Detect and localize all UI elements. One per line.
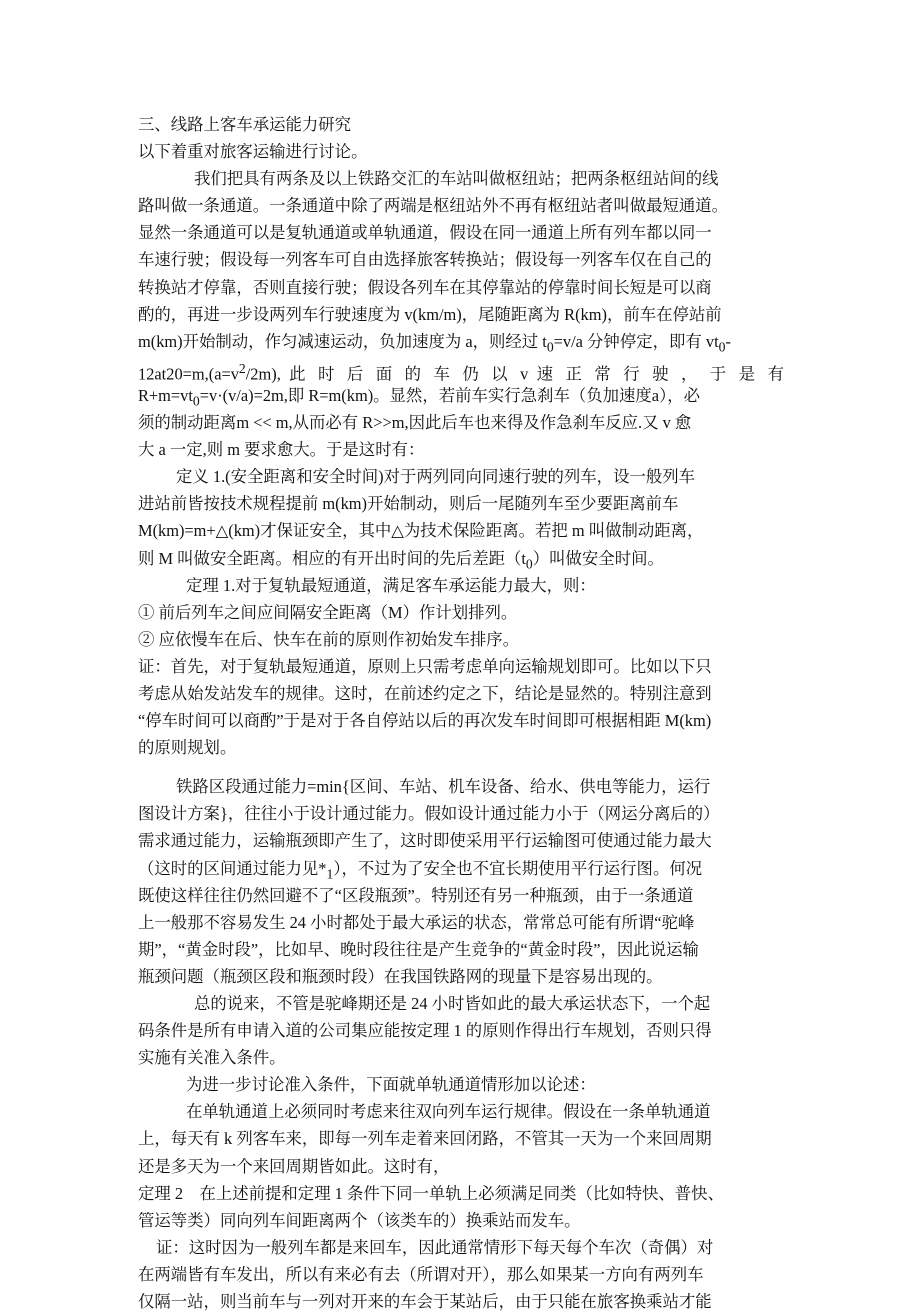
- text-line: [138, 1098, 784, 1125]
- superscript: 2: [238, 360, 246, 376]
- text-segment: 瓶颈问题（瓶颈区段和瓶颈时段）在我国铁路网的现量下是容易出现的。: [138, 966, 663, 986]
- text-line: [138, 855, 784, 882]
- text-segment: 还是多天为一个来回周期皆如此。这时有，: [138, 1156, 450, 1176]
- text-line: [138, 599, 784, 626]
- math-symbol: a: [651, 385, 660, 405]
- text-segment: 进站前皆按技术规程提前 m(km)开始制动，则后一尾随列车至少要距离前车: [138, 494, 679, 514]
- text-line: [138, 990, 784, 1017]
- text-segment: =v·(v/a)=2m,即 R=m(km)。显然，若前车实行急刹车（负加速度: [199, 385, 652, 405]
- text-line: [138, 1153, 784, 1180]
- math-fraction: [138, 364, 154, 383]
- text-segment: 显然一条通道可以是复轨通道或单轨通道，假设在同一通道上所有列车都以同一: [138, 223, 712, 243]
- text-line: [138, 328, 784, 355]
- text-line: [138, 1044, 784, 1071]
- text-segment: 的原则规划。: [138, 738, 237, 758]
- math-exponent: [166, 364, 182, 383]
- text-segment: “停车时间可以商酌”于是对于各自停站以后的再次发车时间即可根据相距 M(km): [138, 711, 712, 731]
- text-line: [138, 909, 784, 936]
- text-segment: 在单轨通道上必须同时考虑来往双向列车运行规律。假设在一条单轨通道: [186, 1102, 711, 1122]
- text-segment: 须的制动距离: [138, 413, 237, 433]
- text-line: [138, 800, 784, 827]
- text-segment: 考虑从始发站发车的规律。这时，在前述约定之下，结论是显然的。特别注意到: [138, 683, 712, 703]
- text-segment: 大 a 一定,则 m 要求愈大。于是这时有：: [138, 440, 425, 460]
- text-segment: ① 前后列车之间应间隔安全距离（M）作计划排列。: [138, 602, 518, 622]
- text-line: [138, 409, 784, 436]
- text-line: [138, 1071, 784, 1098]
- text-segment: 在两端皆有车发出，所以有来必有去（所谓对开），那么如果某一方向有两列车: [138, 1264, 704, 1284]
- text-segment: 既使这样往往仍然回避不了“区段瓶颈”。特别还有另一种瓶颈，由于一条通道: [138, 885, 694, 905]
- subscript: 0: [174, 364, 183, 384]
- text-line: [138, 653, 784, 680]
- text-segment: ,从而必有 R>>: [288, 413, 392, 433]
- text-segment: （这时的区间通过能力见*: [138, 858, 327, 878]
- text-line: [138, 963, 784, 990]
- text-segment: ）叫做安全时间。: [532, 548, 664, 568]
- text-segment: 路叫做一条通道。一条通道中除了两端是枢纽站外不再有枢纽站者叫做最短通道。: [138, 196, 729, 216]
- text-line: [138, 626, 784, 653]
- text-line: [138, 274, 784, 301]
- text-line: [138, 463, 784, 490]
- text-segment: M(km)=m+△(km)才保证安全，其中△为技术保险距离。若把 m 叫做制动距离，: [138, 521, 704, 541]
- text-segment: 证：首先，对于复轨最短通道，原则上只需考虑单向运输规划即可。比如以下只: [138, 656, 712, 676]
- text-segment: 为进一步讨论准入条件，下面就单轨通道情形加以论述：: [186, 1075, 596, 1095]
- text-line: [138, 882, 784, 909]
- text-line: [138, 734, 784, 761]
- text-segment: -: [725, 331, 731, 351]
- text-segment: 实施有关准入条件。: [138, 1048, 286, 1068]
- fraction-numerator: 1: [138, 364, 147, 384]
- text-segment: =m,(a=v: [182, 364, 239, 384]
- text-line: [138, 192, 784, 219]
- text-line: [138, 517, 784, 544]
- text-segment: 仅隔一站，则当前车与一列对开来的车会于某站后，由于只能在旅客换乘站才能: [138, 1292, 712, 1312]
- text-segment: 总的说来，不管是驼峰期还是 24 小时皆如此的最大承运状态下，一个起: [194, 994, 711, 1013]
- document-body: [138, 111, 784, 1315]
- text-segment: 三、线路上客车承运能力研究: [138, 115, 352, 134]
- text-segment: ② 应依慢车在后、快车在前的原则作初始发车排序。: [138, 629, 520, 649]
- text-segment: 铁路区段通过能力=min{区间、车站、机车设备、给水、供电等能力，运行: [176, 777, 711, 797]
- text-line: [138, 773, 784, 800]
- text-line: [138, 165, 784, 192]
- text-segment: ），不过为了安全也不宜长期使用平行运行图。何况: [333, 858, 703, 878]
- text-segment: 转换站才停靠，否则直接行驶；假设各列车在其停靠站的停靠时间长短是可以商: [138, 277, 712, 297]
- math-symbol: m: [236, 413, 250, 433]
- text-segment: 定理 2 在上述前提和定理 1 条件下同一单轨上必须满足同类（比如特快、普快、: [138, 1183, 724, 1203]
- text-segment: <<: [249, 413, 276, 433]
- math-symbol: m: [275, 413, 289, 433]
- text-segment: 上一般那不容易发生 24 小时都处于最大承运的状态，常常总可能有所谓“驼峰: [138, 912, 695, 932]
- text-segment: =v/a 分钟停定，即有 vt: [553, 331, 719, 351]
- superscript: 2: [166, 364, 175, 384]
- text-line: [138, 301, 784, 328]
- text-segment: 码条件是所有申请入道的公司集应能按定理 1 的原则作得出行车规划，否则只得: [138, 1021, 712, 1041]
- text-line: [138, 1125, 784, 1152]
- text-segment: 需求通过能力，运输瓶颈即产生了，这时即使采用平行运输图可使通过能力最大: [138, 831, 712, 851]
- subscript: 1: [326, 865, 334, 881]
- text-segment: 定义 1.(安全距离和安全时间)对于两列同向同速行驶的列车，设一般列车: [176, 467, 696, 487]
- text-segment: ），必: [659, 385, 701, 405]
- text-line: [138, 1180, 784, 1207]
- text-segment: 车速行驶；假设每一列客车可自由选择旅客转换站；假设每一列客车仅在自己的: [138, 250, 712, 270]
- text-line: [138, 680, 784, 707]
- text-line: [138, 436, 784, 463]
- text-segment: 管运等类）同向列车间距离两个（该类车的）换乘站而发车。: [138, 1210, 581, 1230]
- text-segment: 期”，“黄金时段”，比如早、晚时段往往是产生竞争的“黄金时段”，因此说运输: [138, 939, 699, 959]
- text-segment: 上，每天有 k 列客车来，即每一列车走着来回闭路，不管其一天为一个来回周期: [138, 1129, 712, 1149]
- text-line: [138, 707, 784, 734]
- text-segment: 证：这时因为一般列车都是来回车，因此通常情形下每天每个车次（奇偶）对: [156, 1237, 714, 1257]
- text-line: [138, 490, 784, 517]
- text-line: [138, 1207, 784, 1234]
- text-segment: 图设计方案}，往往小于设计通过能力。假如设计通过能力小于（网运分离后的）: [138, 804, 720, 824]
- text-segment: ,因此后车也来得及作急刹车反应.又 v 愈: [404, 413, 692, 433]
- text-segment: m(km)开始制动，作匀减速运动，负加速度为 a，则经过 t: [138, 331, 547, 351]
- math-symbol: m: [391, 413, 405, 433]
- text-line: [138, 827, 784, 854]
- text-line: [138, 936, 784, 963]
- text-segment: 则 M 叫做安全距离。相应的有开出时间的先后差距（t: [138, 548, 526, 568]
- subscript: 0: [546, 339, 554, 355]
- text-segment: R+m=vt: [138, 385, 193, 405]
- text-line: [138, 1017, 784, 1044]
- text-line: [138, 545, 784, 572]
- fraction-denominator: 2: [146, 364, 155, 384]
- text-segment: 酌的，再进一步设两列车行驶速度为 v(km/m)，尾随距离为 R(km)，前车在停站前: [138, 304, 722, 324]
- text-line: [138, 355, 784, 382]
- math-symbol: at: [154, 364, 167, 384]
- text-line: [138, 1261, 784, 1288]
- text-line: [138, 138, 784, 165]
- text-segment: 以下着重对旅客运输进行讨论。: [138, 142, 368, 162]
- subscript: 0: [718, 339, 726, 355]
- text-line: [138, 219, 784, 246]
- subscript: 0: [192, 393, 200, 409]
- text-line: [138, 246, 784, 273]
- subscript: 0: [525, 555, 533, 571]
- text-line: [138, 111, 784, 138]
- text-segment: /2m), 此 时 后 面 的 车 仍 以 v 速 正 常 行 驶 ， 于 是 有: [245, 364, 784, 384]
- text-segment: 定理 1.对于复轨最短通道，满足客车承运能力最大，则：: [186, 575, 596, 595]
- text-line: [138, 1234, 784, 1261]
- text-line: [138, 382, 784, 409]
- text-line: [138, 572, 784, 599]
- text-segment: 我们把具有两条及以上铁路交汇的车站叫做枢纽站；把两条枢纽站间的线: [194, 169, 719, 189]
